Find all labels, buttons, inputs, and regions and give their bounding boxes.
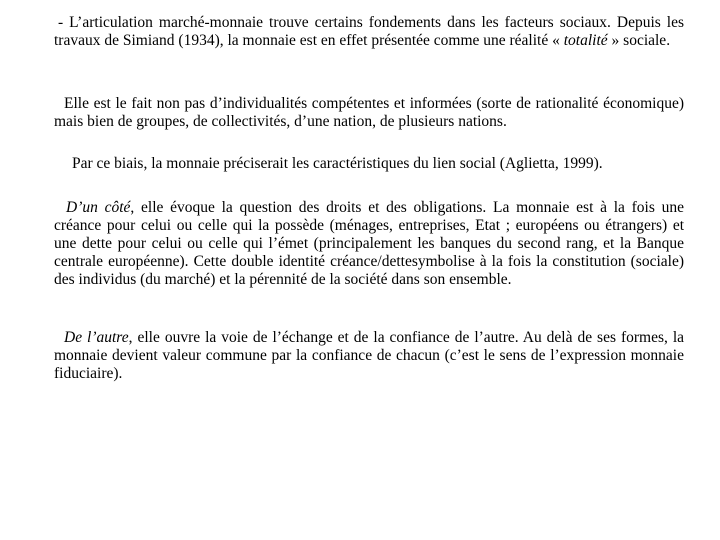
paragraph-social-link: Par ce biais, la monnaie préciserait les caractéristiques du lien social (Aglietta, 1999). <box>72 155 603 172</box>
paragraph-4-italic-lead: D’un côté <box>66 199 131 216</box>
paragraph-1-text-start: - L’articulation marché-monnaie trouve certains fondements dans les facteurs sociaux. Depuis les travaux de Simiand (1934), la monnaie est en effet présentée comme une réalité « <box>54 14 684 49</box>
paragraph-exchange-trust <box>54 329 684 383</box>
paragraph-5-text: , elle ouvre la voie de l’échange et de la confiance de l’autre. Au delà de ses formes, la monnaie devient valeur commune par la confiance de chacun (c’est le sens de l’expression monnaie fiduciaire). <box>54 329 685 382</box>
paragraph-groups-collectivities: Elle est le fait non pas d’individualités compétentes et informées (sorte de rationalité économique) mais bien de groupes, de collectivités, d’une nation, de plusieurs nations. <box>54 95 684 130</box>
paragraph-4-text: , elle évoque la question des droits et des obligations. La monnaie est à la fois une créance pour celui ou celle qui la possède (ménages, entreprises, Etat ; européens ou étrangers) et une dette pour celui ou celle qui l’émet (principalement les banques du second rang, et la Banque centrale européenne). Cette double identité créance/dettesymbolise à la fois la constitution (sociale) des individus (du marché) et la pérennité de la société dans son ensemble. <box>54 199 684 288</box>
paragraph-market-money <box>54 14 684 50</box>
paragraph-rights-obligations <box>54 199 684 289</box>
paragraph-1-text-end: » sociale. <box>607 32 671 49</box>
paragraph-5-italic-lead: De l’autre <box>64 329 129 346</box>
paragraph-1-italic-term: totalité <box>563 32 608 49</box>
